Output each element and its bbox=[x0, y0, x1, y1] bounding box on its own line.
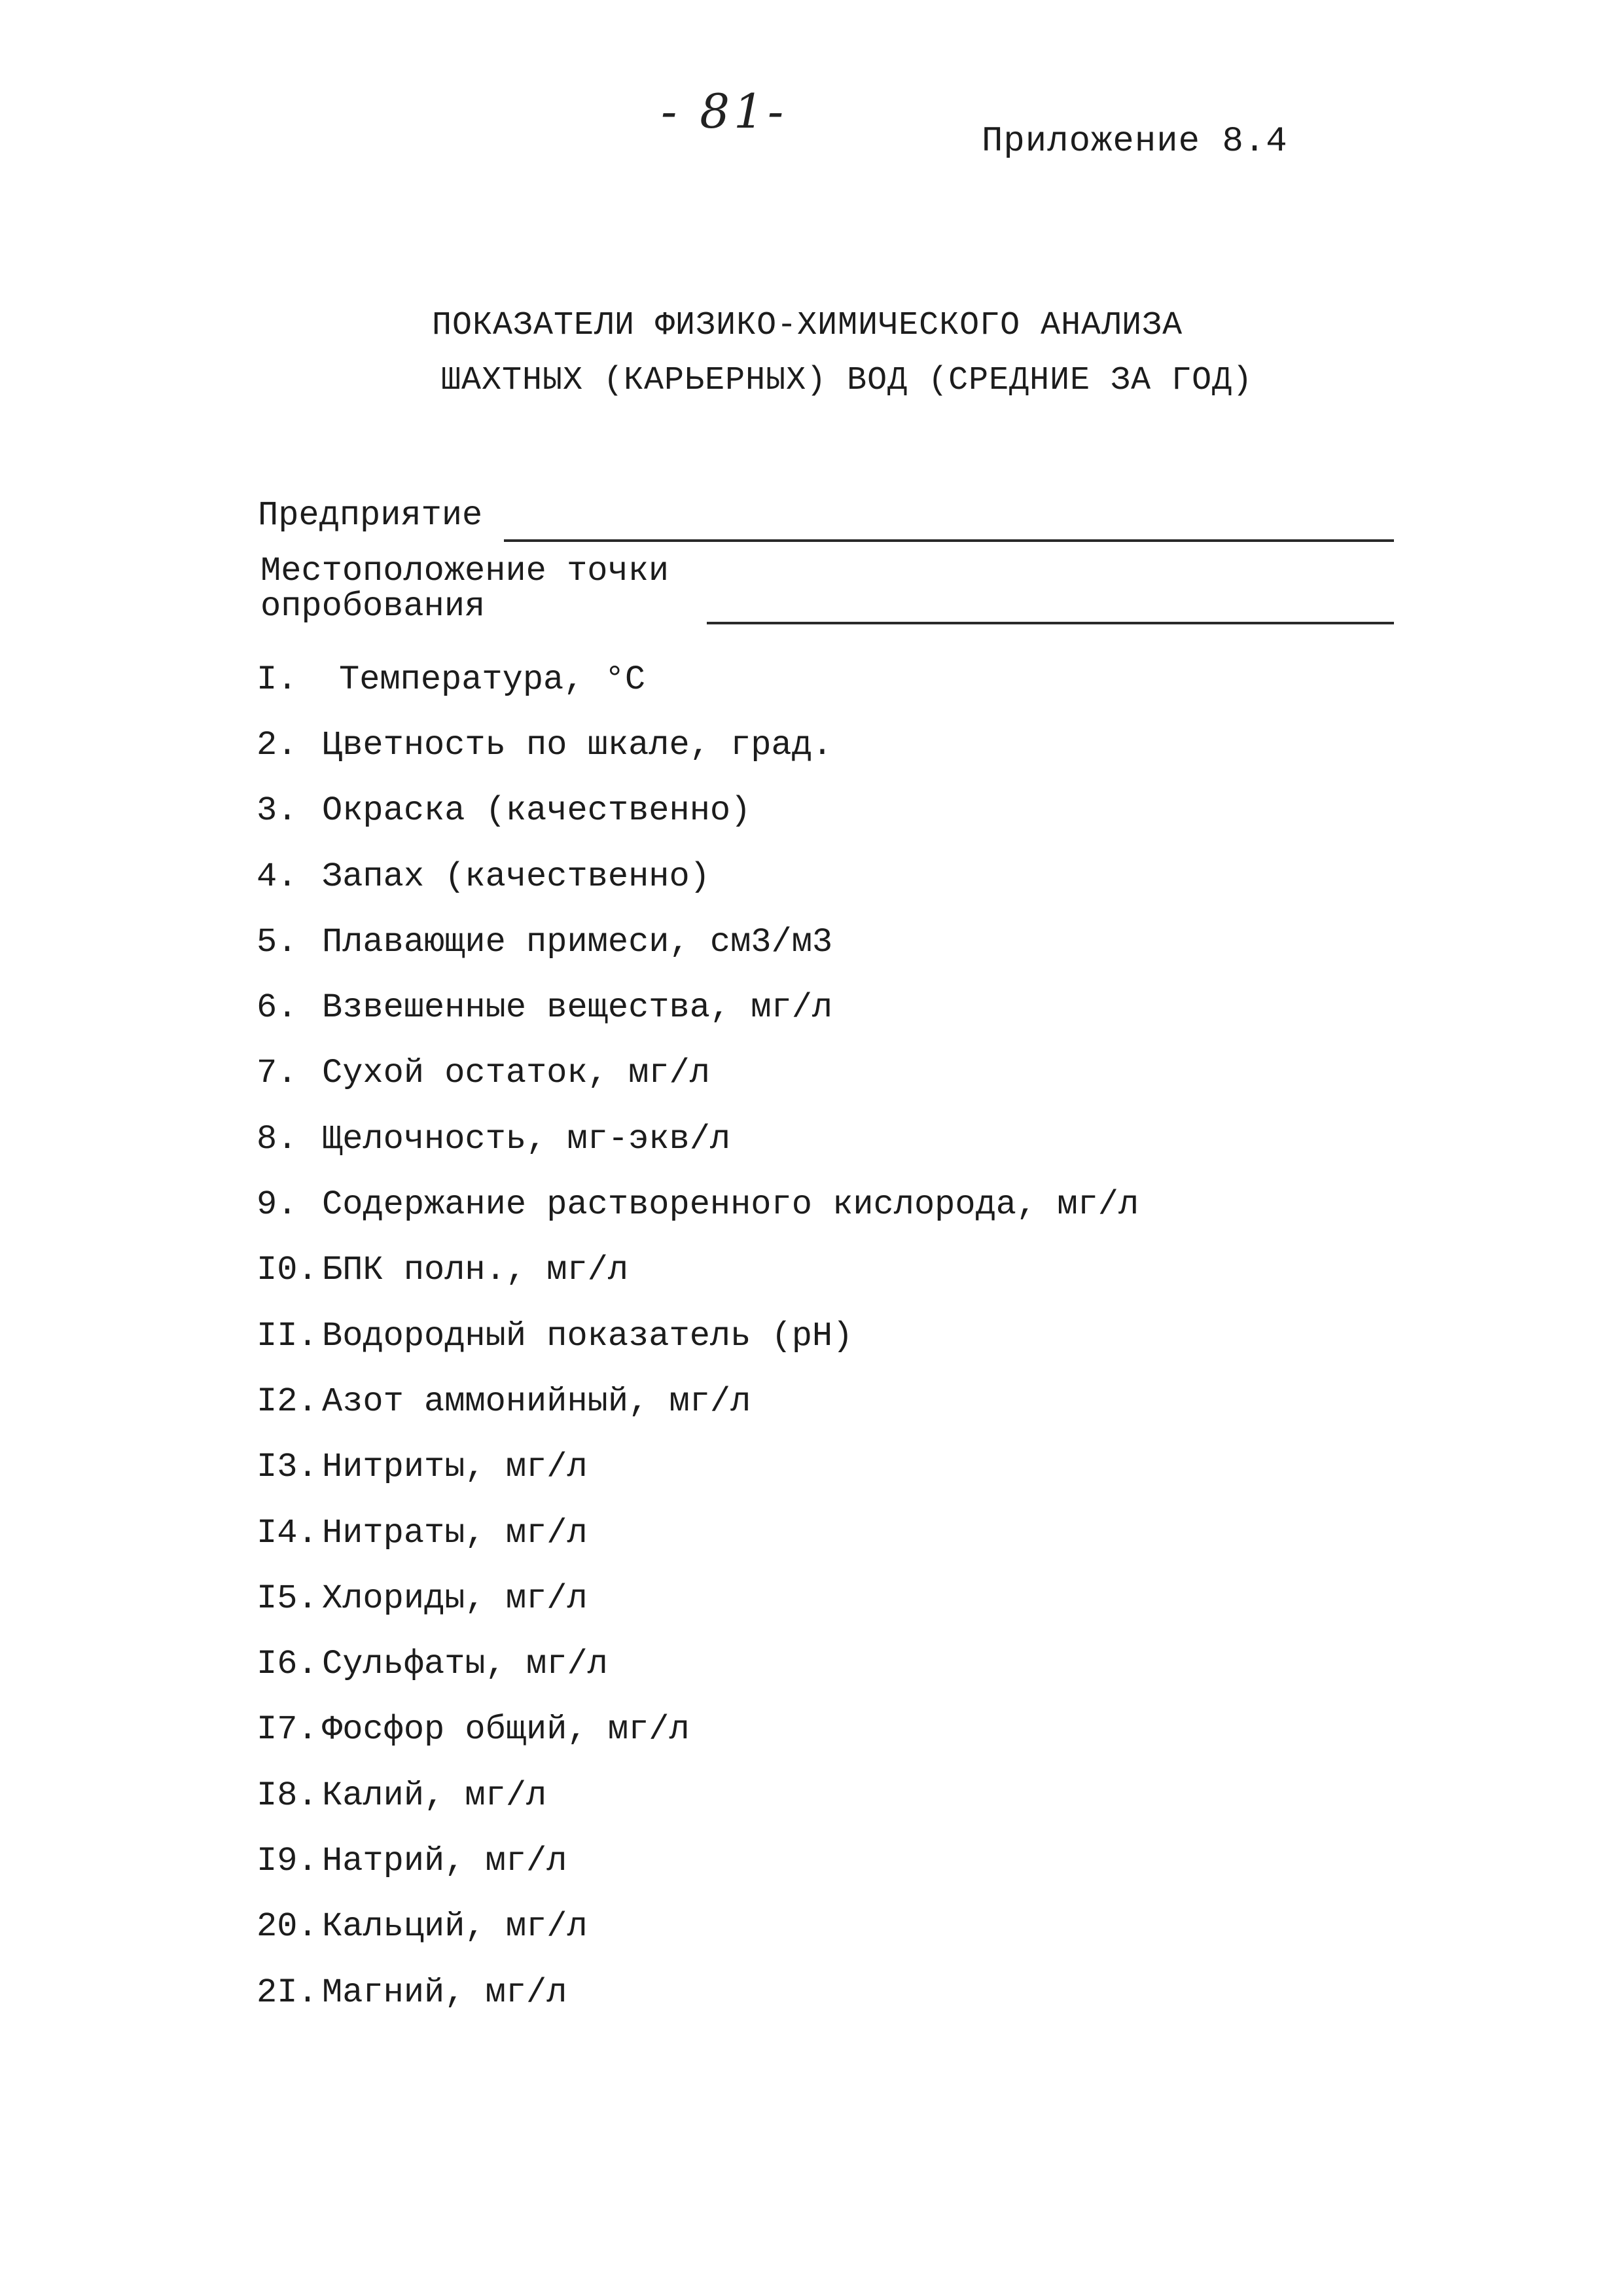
indicator-text: Окраска (качественно) bbox=[322, 791, 751, 831]
indicator-item bbox=[257, 1828, 1139, 1893]
appendix-label: Приложение 8.4 bbox=[982, 122, 1288, 162]
indicator-text: Плавающие примеси, см3/м3 bbox=[322, 922, 833, 961]
indicator-text: Калий, мг/л bbox=[322, 1776, 547, 1815]
indicator-item bbox=[257, 1106, 1139, 1172]
indicator-text: Азот аммонийный, мг/л bbox=[322, 1382, 751, 1421]
indicator-item bbox=[257, 1303, 1139, 1369]
indicator-text: Водородный показатель (pH) bbox=[322, 1316, 853, 1355]
indicator-text: Нитриты, мг/л bbox=[322, 1448, 588, 1487]
indicator-item bbox=[257, 1894, 1139, 1960]
indicator-text: Фосфор общий, мг/л bbox=[322, 1710, 690, 1749]
indicator-number: II. bbox=[257, 1316, 318, 1355]
indicator-number: I. bbox=[257, 660, 298, 699]
indicator-item bbox=[257, 844, 1139, 909]
indicator-text: Сухой остаток, мг/л bbox=[322, 1054, 710, 1093]
indicator-text: Натрий, мг/л bbox=[322, 1841, 567, 1880]
indicator-item bbox=[257, 647, 1139, 712]
indicator-text: Запах (качественно) bbox=[322, 857, 710, 896]
location-label-line-2: опробования bbox=[260, 587, 486, 626]
title-line-1: ПОКАЗАТЕЛИ ФИЗИКО-ХИМИЧЕСКОГО АНАЛИЗА bbox=[432, 307, 1183, 344]
indicator-item bbox=[257, 975, 1139, 1040]
indicator-item bbox=[257, 778, 1139, 844]
indicator-item bbox=[257, 1238, 1139, 1303]
indicator-text: Щелочность, мг-экв/л bbox=[322, 1119, 731, 1158]
indicator-number: 9. bbox=[257, 1185, 298, 1225]
page-number: - 81- bbox=[661, 84, 788, 139]
indicator-number: 8. bbox=[257, 1119, 298, 1158]
indicator-item bbox=[257, 909, 1139, 975]
indicator-number: 4. bbox=[257, 857, 298, 896]
indicator-item bbox=[257, 1566, 1139, 1631]
indicator-item bbox=[257, 1435, 1139, 1500]
indicator-number: 2. bbox=[257, 725, 298, 764]
location-label-line-1: Местоположение точки bbox=[260, 552, 669, 590]
indicator-number: I0. bbox=[257, 1251, 318, 1290]
indicator-number: 6. bbox=[257, 988, 298, 1028]
indicator-item bbox=[257, 1763, 1139, 1828]
enterprise-field[interactable] bbox=[504, 539, 1394, 542]
indicator-text: Содержание растворенного кислорода, мг/л bbox=[322, 1185, 1139, 1225]
indicator-number: I4. bbox=[257, 1513, 318, 1552]
indicator-item bbox=[257, 712, 1139, 778]
indicator-item bbox=[257, 1960, 1139, 2025]
location-field[interactable] bbox=[707, 622, 1394, 624]
indicator-number: I6. bbox=[257, 1645, 318, 1684]
indicator-item bbox=[257, 1500, 1139, 1566]
indicator-number: I5. bbox=[257, 1579, 318, 1618]
indicator-item bbox=[257, 1631, 1139, 1696]
indicator-text: Цветность по шкале, град. bbox=[322, 725, 833, 764]
indicator-number: I2. bbox=[257, 1382, 318, 1421]
indicator-item bbox=[257, 1697, 1139, 1763]
indicator-text: Магний, мг/л bbox=[322, 1973, 567, 2012]
indicator-item bbox=[257, 1369, 1139, 1434]
indicator-text: Температура, °С bbox=[339, 660, 646, 699]
indicator-number: 7. bbox=[257, 1054, 298, 1093]
indicator-number: I9. bbox=[257, 1841, 318, 1880]
indicator-number: I7. bbox=[257, 1710, 318, 1749]
indicator-number: I8. bbox=[257, 1776, 318, 1815]
indicator-number: 2I. bbox=[257, 1973, 318, 2012]
location-label bbox=[260, 554, 669, 624]
indicator-number: 5. bbox=[257, 922, 298, 961]
indicator-text: Хлориды, мг/л bbox=[322, 1579, 588, 1618]
indicator-number: 3. bbox=[257, 791, 298, 831]
document-title bbox=[432, 298, 1283, 408]
indicator-number: 20. bbox=[257, 1907, 318, 1946]
indicator-text: Сульфаты, мг/л bbox=[322, 1645, 608, 1684]
enterprise-label: Предприятие bbox=[258, 496, 483, 535]
indicator-list bbox=[257, 647, 1139, 2025]
indicator-text: Кальций, мг/л bbox=[322, 1907, 588, 1946]
indicator-number: I3. bbox=[257, 1448, 318, 1487]
indicator-text: Взвешенные вещества, мг/л bbox=[322, 988, 833, 1028]
indicator-text: Нитраты, мг/л bbox=[322, 1513, 588, 1552]
indicator-item bbox=[257, 1172, 1139, 1237]
indicator-text: БПК полн., мг/л bbox=[322, 1251, 629, 1290]
indicator-item bbox=[257, 1041, 1139, 1106]
title-line-2: ШАХТНЫХ (КАРЬЕРНЫХ) ВОД (СРЕДНИЕ ЗА ГОД) bbox=[441, 362, 1253, 399]
